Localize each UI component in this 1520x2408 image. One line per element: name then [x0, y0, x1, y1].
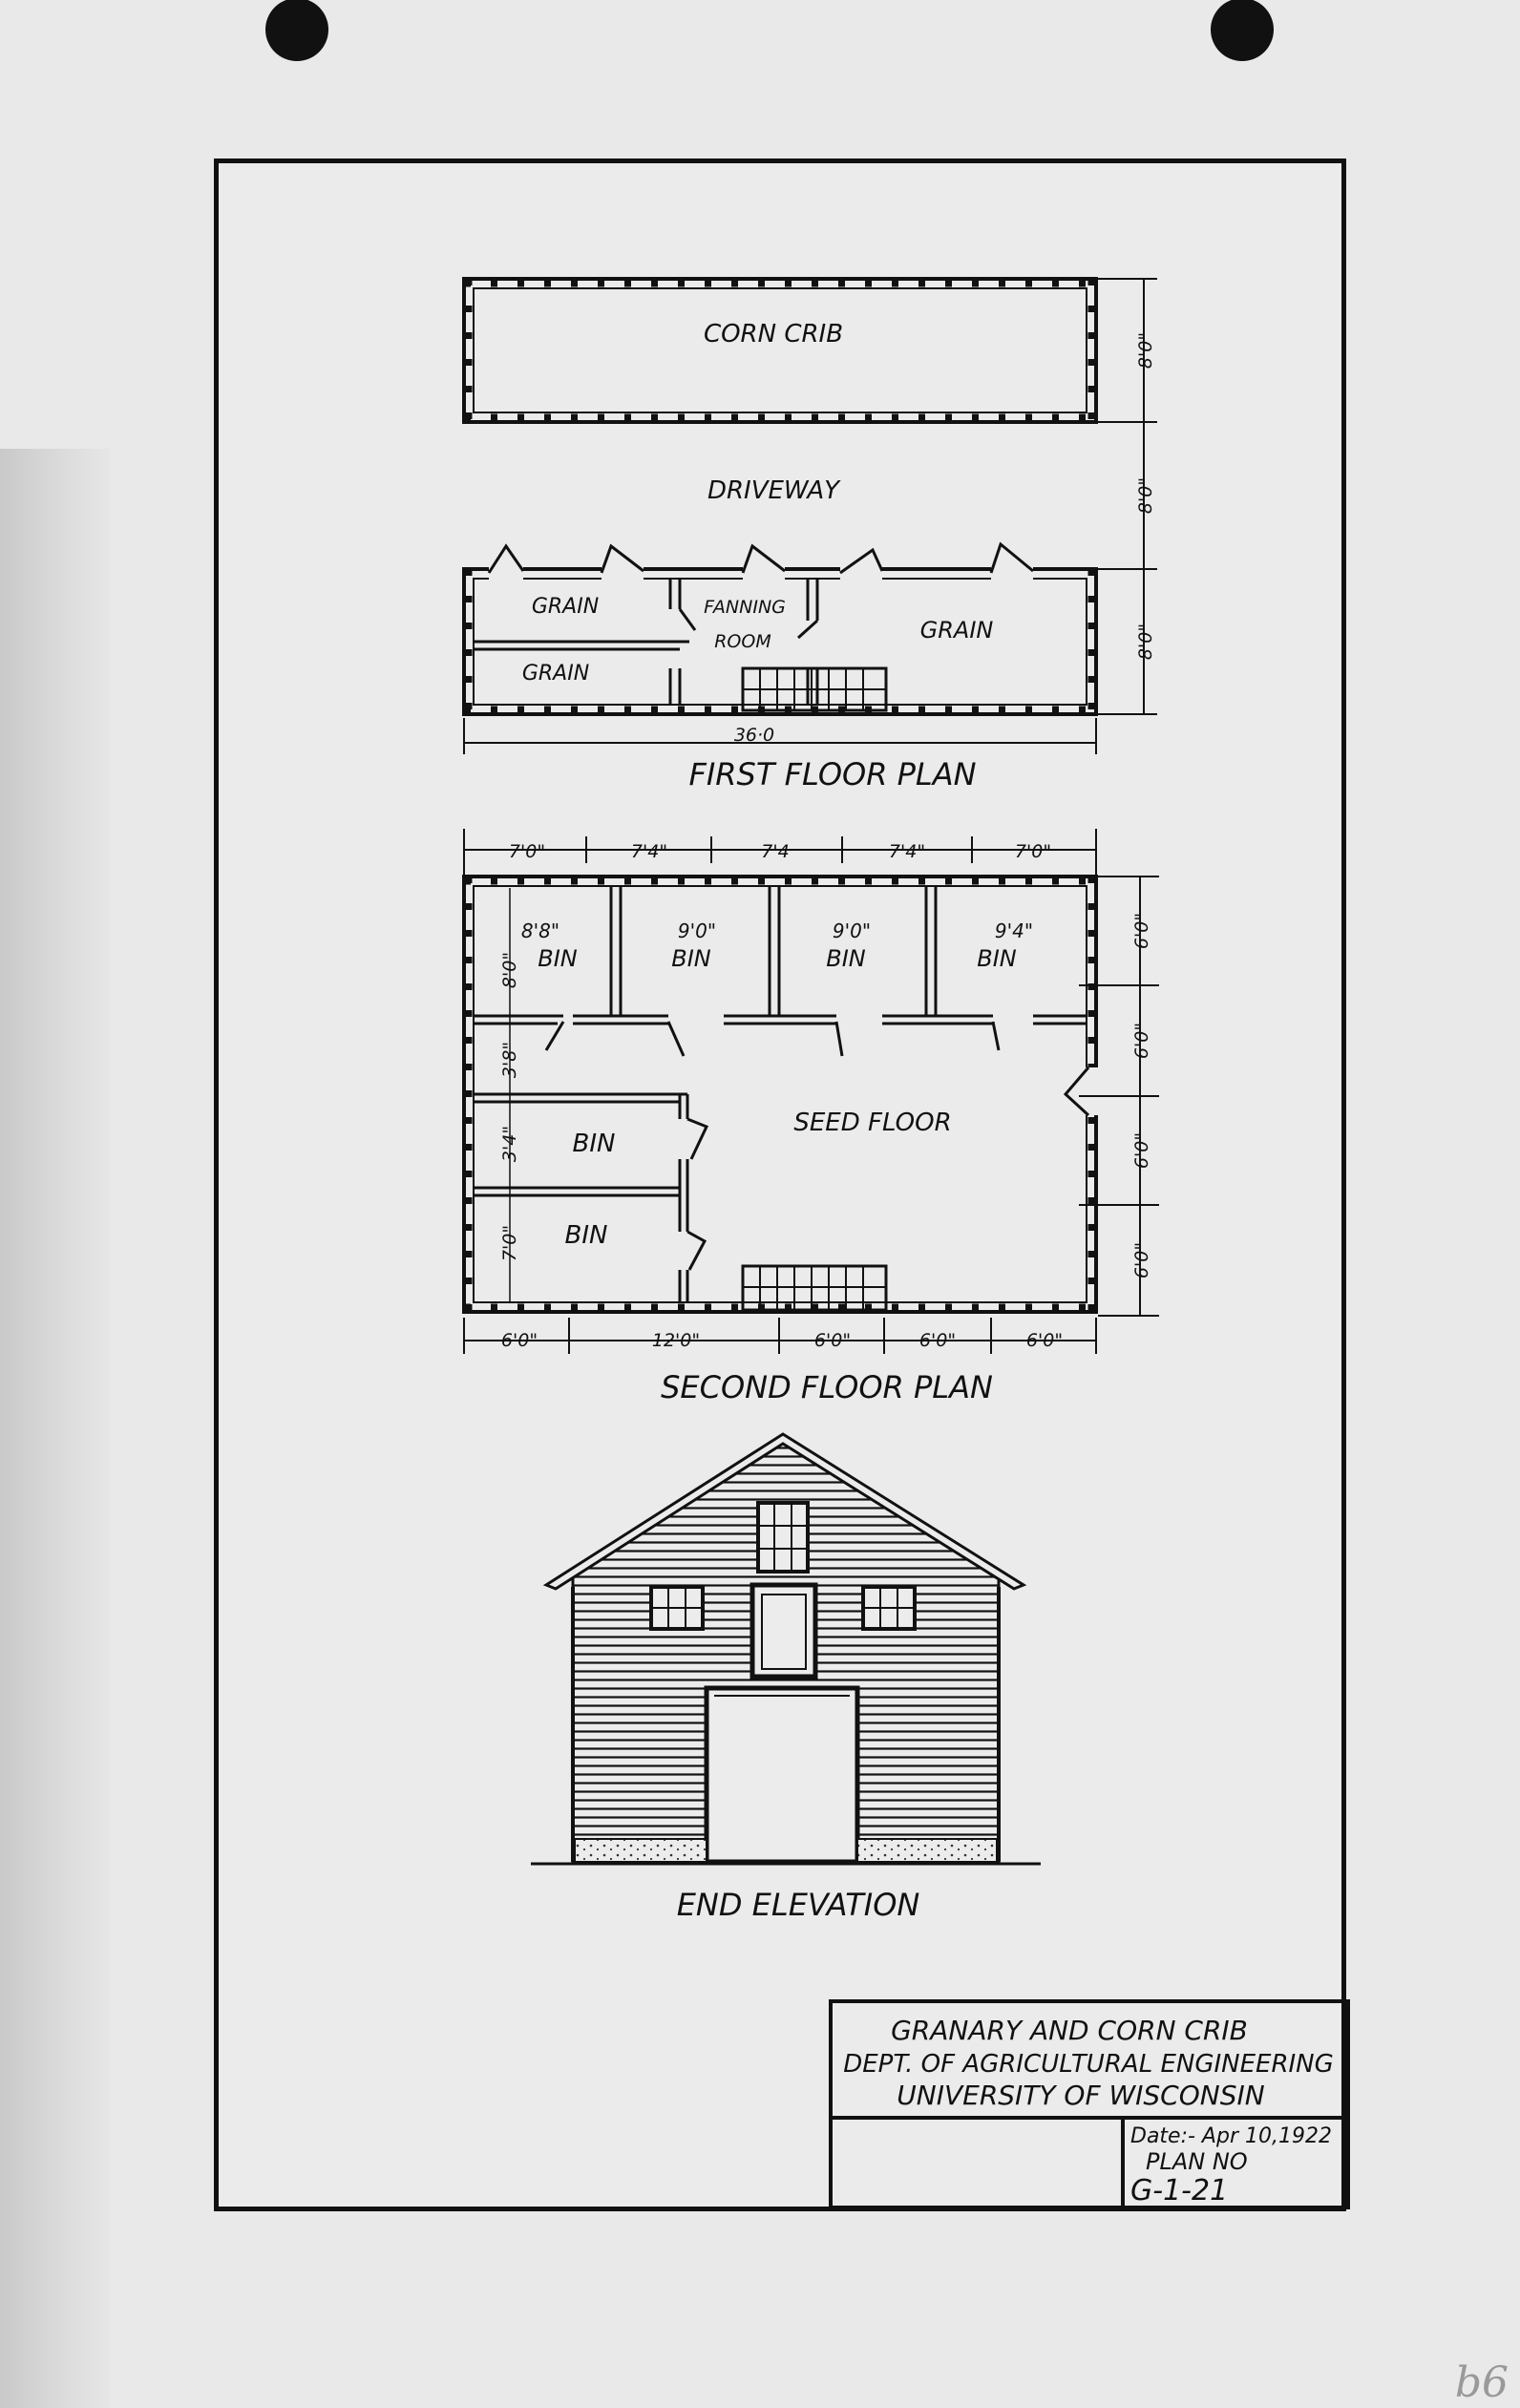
dim-top-4: 7'4" [888, 841, 926, 862]
dim-right-3: 6'0" [1131, 1131, 1152, 1170]
grain-upper-left-label: GRAIN [531, 595, 600, 619]
first-floor-plan-title: FIRST FLOOR PLAN [688, 756, 977, 792]
title-block-date: Date:- Apr 10,1922 [1130, 2124, 1332, 2148]
second-floor-bottom-dims [464, 1318, 1096, 1354]
dim-crib-depth: 8'0" [1135, 331, 1156, 370]
dim-top-5: 7'0" [1014, 841, 1052, 862]
title-block-line3: UNIVERSITY OF WISCONSIN [897, 2080, 1265, 2111]
grain-right-label: GRAIN [919, 617, 994, 644]
bin-1-size: 8'8" [520, 919, 560, 942]
dim-first-floor-width: 36·0 [733, 725, 775, 746]
dim-right-2: 6'0" [1131, 1022, 1152, 1060]
dim-top-2: 7'4" [630, 841, 668, 862]
title-block-plan-no: G-1-21 [1130, 2174, 1229, 2207]
bin-4-label: BIN [977, 945, 1017, 972]
dim-top-1: 7'0" [508, 841, 546, 862]
bin-2-size: 9'0" [677, 919, 717, 942]
grain-lower-left-label: GRAIN [521, 662, 590, 686]
corn-crib-label: CORN CRIB [703, 320, 844, 349]
dim-left-4: 7'0" [499, 1224, 520, 1262]
dim-bottom-1: 6'0" [500, 1330, 538, 1351]
seed-floor-label: SEED FLOOR [793, 1109, 952, 1137]
dim-bottom-2: 12'0" [651, 1330, 701, 1351]
dim-left-1: 8'0" [499, 951, 520, 989]
title-block-line1: GRANARY AND CORN CRIB [891, 2015, 1248, 2046]
dim-bottom-4: 6'0" [918, 1330, 957, 1351]
dim-right-4: 6'0" [1131, 1241, 1152, 1279]
driveway-label: DRIVEWAY [707, 476, 840, 505]
corner-handwritten-note: b6 [1454, 2358, 1509, 2407]
dim-granary-depth: 8'0" [1135, 623, 1156, 661]
title-block-plan-no-label: PLAN NO [1146, 2148, 1248, 2175]
bin-3-size: 9'0" [832, 919, 872, 942]
dim-driveway: 8'0" [1135, 476, 1156, 515]
end-elevation [531, 1434, 1041, 1864]
first-floor-plan [464, 544, 1096, 714]
bin-4-size: 9'4" [994, 919, 1034, 942]
first-floor-width-dimension [464, 718, 1096, 754]
second-floor-top-bins [521, 919, 1033, 972]
corn-crib-plan [464, 279, 1096, 422]
dim-top-3: 7'4 [761, 841, 790, 862]
second-floor-right-dims [1079, 877, 1159, 1316]
fanning-room-label-line1: FANNING [704, 597, 786, 618]
dim-left-2: 3'8" [499, 1041, 520, 1079]
second-floor-top-dim-labels [509, 841, 1051, 862]
end-elevation-title: END ELEVATION [676, 1887, 920, 1923]
dim-bottom-3: 6'0" [813, 1330, 852, 1351]
dim-left-3: 3'4" [499, 1125, 520, 1163]
dim-bottom-5: 6'0" [1025, 1330, 1064, 1351]
title-block-line2: DEPT. OF AGRICULTURAL ENGINEERING [843, 2050, 1334, 2079]
dim-right-1: 6'0" [1131, 912, 1152, 950]
bin-2-label: BIN [671, 945, 711, 972]
bin-3-label: BIN [826, 945, 866, 972]
bin-lower-1-label: BIN [572, 1130, 616, 1158]
bin-lower-2-label: BIN [564, 1221, 608, 1250]
bin-1-label: BIN [538, 945, 578, 972]
second-floor-plan-title: SECOND FLOOR PLAN [661, 1369, 993, 1405]
fanning-room-label-line2: ROOM [714, 631, 771, 652]
